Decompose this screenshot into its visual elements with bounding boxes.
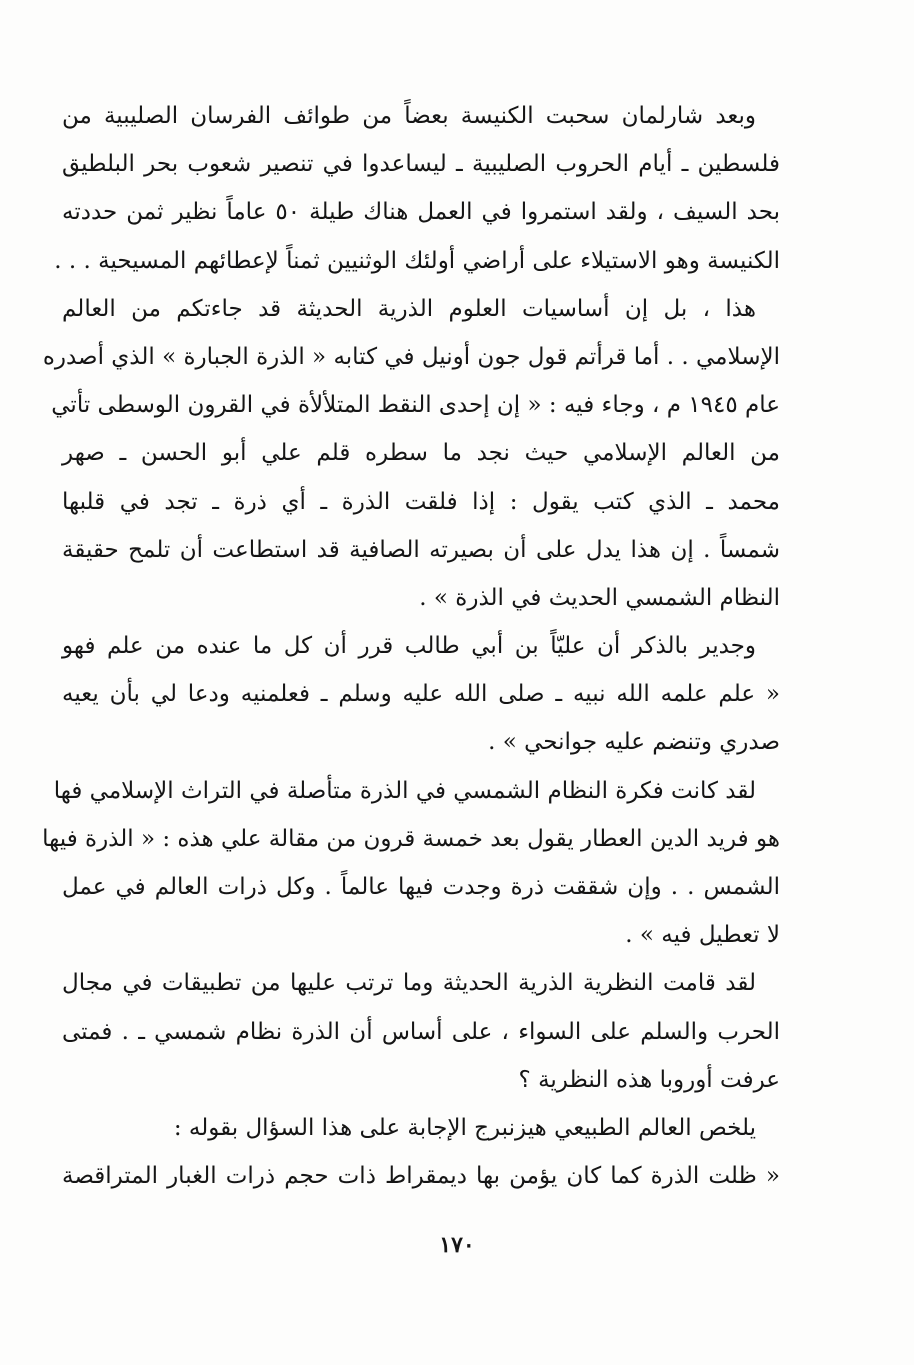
text-line: من العالم الإسلامي حيث نجد ما سطره قلم علي أبو الحسن ـ صهر bbox=[62, 440, 780, 467]
text-line: فلسطين ـ أيام الحروب الصليبية ـ ليساعدوا في تنصير شعوب بحر البلطيق bbox=[62, 151, 780, 178]
text-line: لا تعطيل فيه » . bbox=[625, 922, 780, 949]
text-line: هو فريد الدين العطار يقول بعد خمسة قرون من مقالة علي هذه : « الذرة فيها bbox=[42, 825, 780, 852]
text-line: « علم علمه الله نبيه ـ صلى الله عليه وسلم ـ فعلمنيه ودعا لي بأن يعيه bbox=[62, 681, 780, 708]
text-line: صدري وتنضم عليه جوانحي » . bbox=[488, 729, 780, 756]
text-line: الشمس . . وإن شققت ذرة وجدت فيها عالماً . وكل ذرات العالم في عمل bbox=[62, 874, 780, 900]
text-line: وبعد شارلمان سحبت الكنيسة بعضاً من طوائف الفرسان الصليبية من bbox=[62, 103, 756, 129]
text-line: بحد السيف ، ولقد استمروا في العمل هناك طيلة ٥٠ عاماً نظير ثمن حددته bbox=[62, 199, 780, 226]
text-line: هذا ، بل إن أساسيات العلوم الذرية الحديثة قد جاءتكم من العالم bbox=[62, 295, 756, 322]
page-number: ١٧٠ bbox=[439, 1232, 475, 1258]
body-text bbox=[42, 92, 780, 1200]
text-line: وجدير بالذكر أن عليّاً بن أبي طالب قرر أن كل ما عنده من علم فهو bbox=[62, 633, 756, 660]
text-line: الحرب والسلم على السواء ، على أساس أن الذرة نظام شمسي ـ . فمتى bbox=[62, 1018, 780, 1045]
text-line: النظام الشمسي الحديث في الذرة » . bbox=[419, 584, 780, 611]
text-line: « ظلت الذرة كما كان يؤمن بها ديمقراط ذات حجم ذرات الغبار المتراقصة bbox=[62, 1163, 780, 1190]
text-line: شمساً . إن هذا يدل على أن بصيرته الصافية قد استطاعت أن تلمح حقيقة bbox=[62, 536, 780, 563]
text-line: عام ١٩٤٥ م ، وجاء فيه : « إن إحدى النقط المتلألأة في القرون الوسطى تأتي bbox=[51, 392, 780, 419]
text-line: محمد ـ الذي كتب يقول : إذا فلقت الذرة ـ أي ذرة ـ تجد في قلبها bbox=[62, 488, 780, 515]
text-line: الكنيسة وهو الاستيلاء على أراضي أولئك الوثنيين ثمناً لإعطائهم المسيحية . . . bbox=[54, 247, 780, 274]
text-line: لقد قامت النظرية الذرية الحديثة وما ترتب عليها من تطبيقات في مجال bbox=[62, 970, 756, 997]
text-line: يلخص العالم الطبيعي هيزنبرج الإجابة على هذا السؤال بقوله : bbox=[173, 1114, 756, 1141]
text-line: عرفت أوروبا هذه النظرية ؟ bbox=[518, 1066, 780, 1093]
text-line: لقد كانت فكرة النظام الشمسي في الذرة متأصلة في التراث الإسلامي فها bbox=[53, 777, 756, 804]
text-line: الإسلامي . . أما قرأتم قول جون أونيل في كتابه « الذرة الجبارة » الذي أصدره bbox=[42, 343, 780, 370]
